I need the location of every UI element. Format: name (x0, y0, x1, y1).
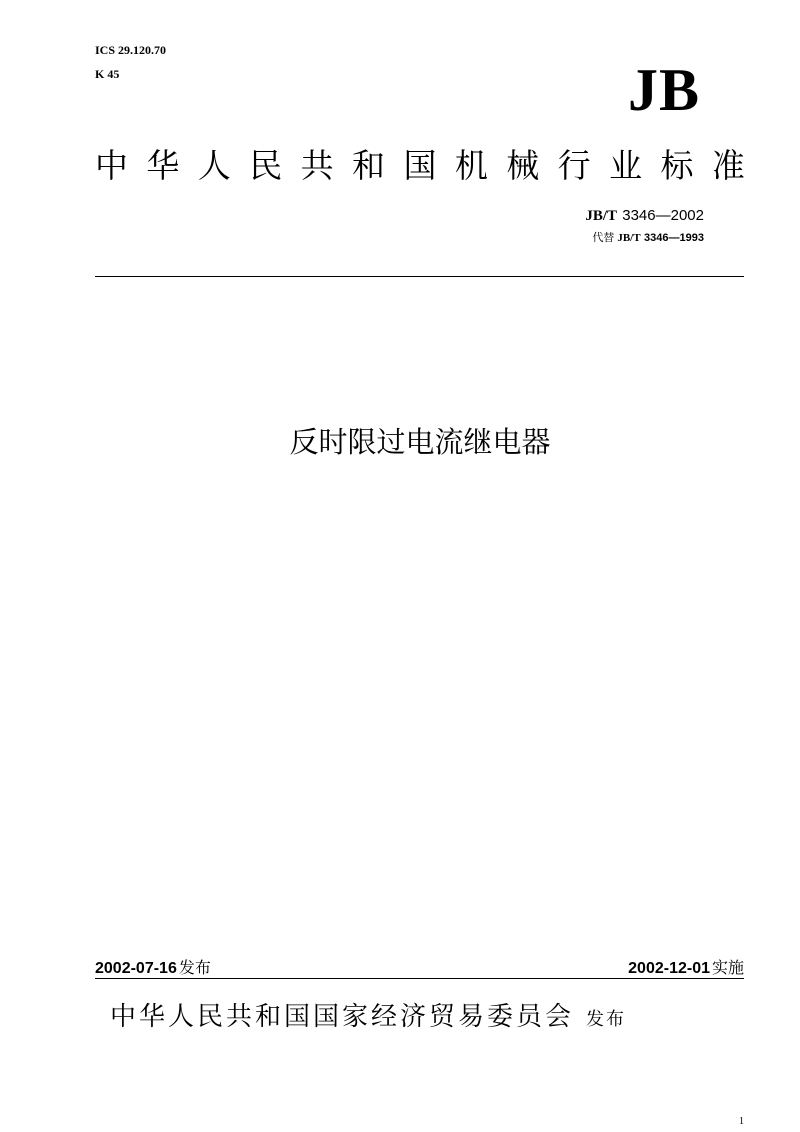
title-char: 国 (403, 146, 437, 185)
issuer-suffix: 发布 (586, 1009, 627, 1030)
footer-divider (95, 978, 744, 979)
publish-label: 发布 (178, 958, 211, 977)
publish-date-line (95, 957, 211, 980)
issuer-name: 中华人民共和国国家经济贸易委员会 (110, 1002, 575, 1032)
document-title: 反时限过电流继电器 (289, 425, 551, 459)
title-char: 业 (609, 146, 643, 185)
effective-date: 2002-12-01 (628, 960, 710, 977)
jb-logo: JB (627, 57, 700, 123)
title-char: 人 (197, 146, 231, 185)
header-divider (95, 276, 744, 277)
title-char: 华 (146, 146, 180, 185)
ics-code: ICS 29.120.70 (95, 43, 167, 57)
title-char: 械 (506, 146, 540, 185)
title-char: 中 (95, 146, 128, 185)
title-char: 机 (454, 146, 488, 185)
replaces-prefix: JB/T (617, 232, 641, 244)
title-char: 共 (300, 146, 334, 185)
title-char: 准 (711, 146, 745, 185)
title-char: 民 (249, 146, 283, 185)
title-char: 标 (660, 146, 694, 185)
replaces-line (592, 230, 704, 246)
title-char: 和 (352, 146, 386, 185)
issuing-authority (110, 998, 626, 1039)
effective-label: 实施 (711, 958, 744, 977)
ccs-code: K 45 (95, 67, 120, 81)
standard-number-value: 3346—2002 (622, 207, 704, 224)
page-number: 1 (739, 1116, 744, 1127)
effective-date-line (628, 957, 744, 980)
title-char: 行 (557, 146, 591, 185)
standard-category-title (95, 142, 745, 190)
replaces-label: 代替 (592, 231, 615, 244)
publish-date: 2002-07-16 (95, 960, 177, 977)
standard-number-prefix: JB/T (585, 208, 618, 224)
standard-number (585, 205, 704, 226)
replaces-number: 3346—1993 (644, 232, 704, 244)
